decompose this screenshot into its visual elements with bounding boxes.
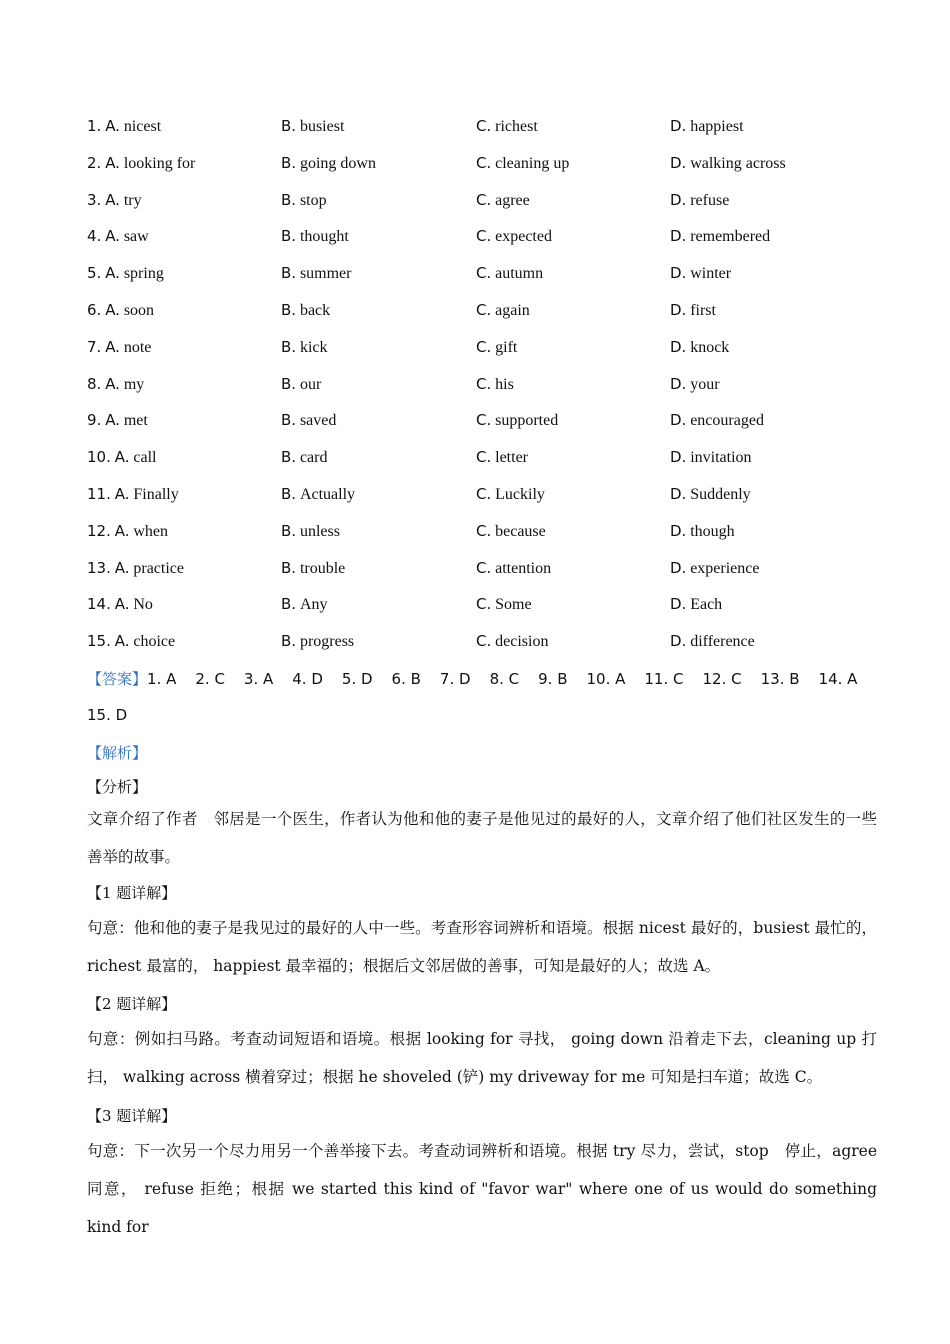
option-label: B.	[281, 632, 297, 651]
option-label: C.	[476, 595, 492, 614]
option-text: attention	[495, 559, 552, 577]
answer-item: 11. C	[644, 670, 684, 688]
option-label: D.	[670, 153, 687, 172]
option-text: happiest	[690, 118, 744, 135]
option-text: Actually	[299, 486, 356, 503]
answer-item: 13. B	[760, 670, 800, 688]
option-c	[476, 182, 530, 219]
option-b	[281, 255, 351, 292]
option-label: D.	[670, 521, 687, 540]
question-number: 12.	[87, 521, 111, 540]
answer-item: 14. A	[818, 670, 858, 688]
question-row	[87, 476, 877, 513]
answer-item: 5. D	[341, 670, 373, 688]
option-a	[87, 366, 144, 403]
detail-heading: 【2 题详解】	[87, 995, 177, 1013]
option-c	[476, 108, 538, 145]
question-number: 11.	[87, 485, 111, 503]
option-text: trouble	[299, 559, 346, 577]
option-label: A.	[105, 337, 120, 356]
option-c	[476, 366, 514, 403]
option-a	[87, 108, 161, 145]
option-d	[670, 513, 735, 550]
option-label: A.	[114, 595, 130, 614]
option-text: our	[299, 375, 322, 393]
answer-item: 12. C	[702, 670, 742, 688]
option-label: A.	[105, 411, 120, 430]
option-text: back	[299, 302, 331, 319]
option-b	[281, 292, 330, 329]
option-text: card	[299, 449, 328, 467]
option-label: A.	[114, 448, 130, 467]
question-number: 9.	[87, 411, 102, 430]
option-b	[281, 145, 376, 182]
option-c	[476, 623, 548, 660]
option-label: B.	[281, 264, 297, 283]
option-label: A.	[105, 301, 120, 319]
option-label: B.	[281, 411, 297, 430]
option-d	[670, 366, 720, 403]
option-label: B.	[281, 595, 297, 614]
option-label: A.	[114, 558, 130, 577]
detail-heading: 【1 题详解】	[87, 884, 177, 902]
option-c	[476, 255, 543, 292]
question-row	[87, 550, 877, 587]
option-a	[87, 182, 142, 219]
option-c	[476, 439, 528, 476]
option-text: winter	[690, 265, 732, 283]
option-text: because	[495, 522, 546, 540]
option-label: D.	[670, 374, 687, 393]
option-text: Finally	[133, 486, 179, 503]
question-row	[87, 108, 877, 145]
option-label: D.	[670, 448, 687, 467]
option-d	[670, 476, 751, 513]
option-label: B.	[281, 227, 297, 246]
option-label: D.	[670, 227, 687, 246]
option-label: C.	[476, 227, 492, 246]
option-label: A.	[105, 227, 120, 246]
option-b	[281, 329, 327, 366]
question-number: 5.	[87, 264, 102, 283]
option-label: B.	[281, 485, 297, 503]
option-text: No	[133, 596, 153, 614]
option-text: stop	[299, 191, 327, 209]
option-text: Any	[299, 596, 328, 614]
option-b	[281, 623, 354, 660]
option-d	[670, 439, 752, 476]
option-d	[670, 145, 786, 182]
option-text: encouraged	[690, 412, 764, 430]
option-b	[281, 476, 355, 513]
option-label: C.	[476, 448, 492, 467]
option-text: walking across	[690, 154, 786, 172]
question-row	[87, 255, 877, 292]
option-label: D.	[670, 632, 687, 651]
option-text: though	[690, 522, 735, 540]
option-text: autumn	[495, 265, 544, 283]
analysis-heading: 【分析】	[87, 778, 148, 796]
option-text: Each	[690, 596, 723, 614]
option-label: D.	[670, 411, 687, 430]
option-c	[476, 402, 558, 439]
question-row	[87, 623, 877, 660]
option-label: B.	[281, 190, 297, 209]
option-label: D.	[670, 117, 687, 135]
option-label: D.	[670, 337, 687, 356]
option-b	[281, 586, 328, 623]
option-label: D.	[670, 485, 687, 503]
answer-item: 2. C	[195, 670, 225, 688]
option-b	[281, 513, 340, 550]
option-text: going down	[299, 154, 376, 172]
question-row	[87, 218, 877, 255]
option-text: remembered	[690, 228, 771, 246]
option-b	[281, 550, 345, 587]
option-d	[670, 292, 716, 329]
option-label: B.	[281, 448, 297, 467]
option-a	[87, 292, 154, 329]
option-b	[281, 366, 321, 403]
option-label: C.	[476, 153, 492, 172]
option-label: A.	[114, 485, 130, 503]
question-row	[87, 182, 877, 219]
analysis-tag: 【解析】	[87, 744, 148, 762]
option-label: B.	[281, 117, 297, 135]
option-c	[476, 586, 532, 623]
option-label: D.	[670, 301, 687, 319]
option-label: C.	[476, 485, 492, 503]
option-a	[87, 218, 149, 255]
question-number: 10.	[87, 448, 111, 467]
option-text: letter	[495, 449, 528, 467]
option-text: nicest	[123, 118, 162, 135]
question-row	[87, 513, 877, 550]
question-number: 1.	[87, 117, 102, 135]
answer-item: 8. C	[489, 670, 520, 688]
option-label: C.	[476, 632, 492, 651]
option-d	[670, 218, 770, 255]
question-number: 2.	[87, 153, 102, 172]
option-d	[670, 182, 729, 219]
detail-text: 句意：下一次另一个尽力用另一个善举接下去。考查动词辨析和语境。根据 try 尽力，尝试，stop 停止，agree 同意， refuse 拒绝；根据 we started this kind of "favor war" where one of us would do something kind for	[87, 1142, 877, 1236]
option-text: kick	[299, 338, 328, 356]
question-number: 4.	[87, 227, 102, 246]
option-text: supported	[495, 412, 559, 430]
option-c	[476, 513, 546, 550]
option-a	[87, 145, 195, 182]
question-number: 13.	[87, 558, 111, 577]
option-text: busiest	[299, 118, 345, 135]
option-label: D.	[670, 190, 687, 209]
option-d	[670, 255, 731, 292]
option-text: thought	[299, 228, 349, 246]
option-b	[281, 182, 327, 219]
question-row	[87, 366, 877, 403]
option-b	[281, 402, 336, 439]
option-text: spring	[123, 265, 164, 283]
option-c	[476, 476, 545, 513]
option-label: A.	[105, 374, 120, 393]
answer-item: 7. D	[439, 670, 471, 688]
option-label: A.	[105, 153, 120, 172]
option-label: C.	[476, 558, 492, 577]
option-label: D.	[670, 558, 687, 577]
question-number: 7.	[87, 337, 102, 356]
option-d	[670, 586, 722, 623]
detail-text: 句意：他和他的妻子是我见过的最好的人中一些。考查形容词辨析和语境。根据 nicest 最好的，busiest 最忙的， richest 最富的， happiest 最幸福的；根据后文邻居做的善事，可知是最好的人；故选 A。	[87, 919, 877, 975]
option-text: when	[133, 522, 169, 540]
option-label: C.	[476, 374, 492, 393]
option-label: A.	[105, 190, 120, 209]
option-text: try	[123, 191, 142, 209]
option-text: Luckily	[495, 486, 545, 503]
option-text: his	[495, 375, 514, 393]
option-a	[87, 329, 151, 366]
option-text: note	[123, 338, 152, 356]
option-label: A.	[105, 264, 120, 283]
analysis-text: 文章介绍了作者 邻居是一个医生，作者认为他和他的妻子是他见过的最好的人，文章介绍了他们社区发生的一些善举的故事。	[87, 810, 877, 866]
option-text: first	[690, 302, 716, 319]
answer-item: 3. A	[243, 670, 274, 688]
answer-item: 10. A	[586, 670, 626, 688]
option-text: difference	[690, 633, 755, 651]
option-text: refuse	[690, 191, 730, 209]
option-label: B.	[281, 374, 297, 393]
option-b	[281, 108, 344, 145]
option-text: Some	[495, 596, 532, 614]
option-d	[670, 329, 729, 366]
answer-item: 15. D	[87, 706, 128, 724]
answer-line-cont	[87, 706, 877, 724]
option-text: looking for	[123, 154, 196, 172]
question-row	[87, 586, 877, 623]
question-row	[87, 292, 877, 329]
question-number: 8.	[87, 374, 102, 393]
question-row	[87, 402, 877, 439]
option-label: C.	[476, 337, 492, 356]
option-text: progress	[299, 633, 355, 651]
option-label: C.	[476, 411, 492, 430]
option-a	[87, 255, 164, 292]
option-label: C.	[476, 301, 492, 319]
option-label: B.	[281, 521, 297, 540]
option-label: C.	[476, 190, 492, 209]
option-a	[87, 476, 179, 513]
option-d	[670, 623, 755, 660]
option-label: C.	[476, 117, 492, 135]
option-c	[476, 292, 530, 329]
option-text: your	[690, 375, 720, 393]
question-number: 14.	[87, 595, 111, 614]
option-text: saved	[299, 412, 337, 430]
option-a	[87, 439, 156, 476]
option-a	[87, 513, 168, 550]
option-text: agree	[495, 191, 530, 209]
option-text: summer	[299, 265, 352, 283]
answer-item: 6. B	[391, 670, 421, 688]
option-text: gift	[495, 338, 518, 356]
answer-item: 1. A	[147, 670, 177, 688]
question-number: 15.	[87, 632, 111, 651]
option-label: A.	[105, 117, 120, 135]
question-row	[87, 145, 877, 182]
option-d	[670, 108, 744, 145]
detail-text: 句意：例如扫马路。考查动词短语和语境。根据 looking for 寻找， going down 沿着走下去，cleaning up 打扫， walking across 横着穿过；根据 he shoveled (铲) my driveway for me 可知是扫车道；故选 C。	[87, 1030, 877, 1086]
answer-tag: 【答案】	[87, 670, 148, 688]
option-label: C.	[476, 264, 492, 283]
option-text: my	[123, 375, 145, 393]
detail-heading: 【3 题详解】	[87, 1107, 177, 1125]
option-label: C.	[476, 521, 492, 540]
option-label: D.	[670, 595, 687, 614]
option-label: A.	[114, 521, 130, 540]
option-text: invitation	[690, 449, 752, 467]
option-text: again	[495, 302, 530, 319]
answer-item: 4. D	[292, 670, 323, 688]
answer-line	[87, 668, 877, 689]
answer-item: 9. B	[538, 670, 568, 688]
option-c	[476, 218, 552, 255]
question-number: 6.	[87, 301, 102, 319]
option-label: A.	[114, 632, 130, 651]
option-b	[281, 439, 327, 476]
question-row	[87, 439, 877, 476]
option-text: knock	[690, 338, 730, 356]
option-text: choice	[133, 633, 176, 651]
option-d	[670, 402, 764, 439]
option-text: richest	[495, 118, 538, 135]
option-text: call	[133, 449, 157, 467]
option-text: saw	[123, 228, 149, 246]
option-text: Suddenly	[690, 486, 751, 503]
option-d	[670, 550, 759, 587]
option-c	[476, 145, 569, 182]
option-label: B.	[281, 301, 297, 319]
option-a	[87, 586, 153, 623]
option-a	[87, 402, 148, 439]
option-a	[87, 550, 184, 587]
option-text: soon	[123, 302, 155, 319]
option-text: met	[123, 412, 148, 430]
option-text: experience	[690, 559, 760, 577]
option-label: B.	[281, 558, 297, 577]
option-label: B.	[281, 337, 297, 356]
option-text: decision	[495, 633, 549, 651]
question-number: 3.	[87, 190, 102, 209]
option-text: expected	[495, 228, 552, 246]
option-a	[87, 623, 175, 660]
option-b	[281, 218, 349, 255]
option-c	[476, 550, 551, 587]
option-c	[476, 329, 517, 366]
option-label: D.	[670, 264, 687, 283]
option-label: B.	[281, 153, 297, 172]
option-text: cleaning up	[495, 154, 570, 172]
question-row	[87, 329, 877, 366]
option-text: practice	[133, 559, 184, 577]
option-text: unless	[299, 522, 340, 540]
